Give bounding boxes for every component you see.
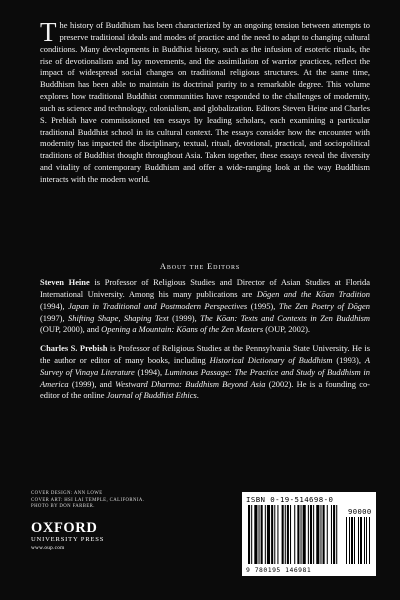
credit-art: COVER ART: HSI LAI TEMPLE, CALIFORNIA.	[31, 497, 145, 503]
barcode-bar	[313, 505, 314, 564]
publisher-press: UNIVERSITY PRESS	[31, 536, 105, 543]
barcode-bar	[320, 505, 321, 564]
book-title: Shifting Shape, Shaping Text	[68, 312, 169, 323]
barcode-bar	[285, 505, 286, 564]
barcode-bar	[360, 517, 362, 564]
barcode-bar	[308, 505, 309, 564]
barcode-bar	[282, 505, 284, 564]
about-editors-heading: About the Editors	[159, 262, 241, 271]
bio-text: (1999),	[168, 312, 201, 323]
publisher-url: www.oup.com	[31, 545, 65, 551]
barcode-bar	[327, 505, 328, 564]
bio-text: (1994),	[134, 366, 165, 377]
barcode-bar	[351, 517, 353, 564]
description-blurb	[40, 17, 370, 186]
barcode-bar	[265, 505, 266, 564]
bio-text: is Professor of Religious Studies at the Pennsylvania State University. He is the author or editor of many books, including	[40, 343, 370, 365]
book-title: The Kōan: Texts and Contexts in Zen Buddhism	[200, 312, 371, 323]
barcode-bar	[354, 517, 355, 564]
barcode-bar	[294, 505, 295, 564]
barcode-bar	[333, 505, 335, 564]
book-title: The Zen Poetry of Dōgen	[278, 300, 370, 311]
book-title: A Survey of Vinaya Literature	[40, 354, 370, 377]
barcode-icon	[242, 492, 376, 576]
bio-text: (OUP, 2002).	[263, 324, 310, 335]
barcode-bar	[277, 505, 278, 564]
credit-photo: PHOTO BY DON FARBER.	[31, 504, 95, 510]
barcode-bar	[303, 505, 306, 564]
cover-credits	[31, 491, 144, 511]
editor-name: Charles S. Prebish	[40, 343, 108, 353]
isbn-barcode	[242, 492, 376, 576]
barcode-bar	[301, 505, 302, 564]
barcode-bar	[271, 505, 273, 564]
bio-text: is Professor of Religious Studies and Director of Asian Studies at Florida International University. Among his many publications are	[40, 277, 370, 299]
barcode-bar	[267, 505, 270, 564]
barcode-bar	[297, 505, 299, 564]
price-code: 90000	[348, 507, 372, 516]
barcode-bar	[346, 517, 347, 564]
credit-design: COVER DESIGN: ANN LOWE	[31, 491, 103, 496]
bio-text: (OUP, 2000), and	[40, 324, 102, 335]
barcode-bar	[358, 517, 359, 564]
bio-text: (1994),	[40, 300, 69, 311]
book-title: Luminous Passage: The Practice and Study of Buddhism in America	[40, 366, 370, 389]
publisher-name: OXFORD	[31, 520, 98, 536]
book-title: Westward Dharma: Buddhism Beyond Asia	[115, 378, 266, 389]
journal-title: Journal of Buddhist Ethics	[106, 390, 197, 401]
blurb-text: he history of Buddhism has been characterized by an ongoing tension between attempts to preserve traditional ideals and modes of practice and the need to adapt to changing cultural conditions. Many developments in Buddhist history, such as the infusion of esoteric rituals, the rise of devotionalism and lay movements, and the assimilation of warrior practices, reflect the impact of widespread social changes on traditional religious structures. At the same time, Buddhism has been able to maintain its doctrinal purity to a remarkable degree. This volume explores how traditional Buddhist communities have responded to the challenges of modernity, such as science and technology, colonialism, and globalization. Editors Steven Heine and Charles S. Prebish have commissioned ten essays by leading scholars, each examining a particular traditional Buddhist school in its cultural context. The essays consider how the encounter with modernity has impacted the disciplinary, textual, ritual, devotional, practical, and sociopolitical traditions of Buddhist thought throughout Asia. Taken together, these essays reveal the diversity and vitality of contemporary Buddhism and offer a wide-ranging look at the way Buddhism interacts with the modern world.	[40, 20, 370, 184]
barcode-bar	[261, 505, 263, 564]
editor-bio-heine	[40, 277, 370, 336]
publisher-logo	[31, 521, 104, 552]
bio-text: (1997),	[40, 312, 69, 323]
book-title: Japan in Traditional and Postmodern Perspectives	[68, 300, 248, 311]
barcode-bar	[290, 505, 291, 564]
bio-text: (2002). He is a founding co-editor of the online	[40, 378, 370, 401]
barcode-bar	[274, 505, 275, 564]
bio-text: (1995),	[247, 300, 279, 311]
barcode-bar	[316, 505, 319, 564]
barcode-bar	[251, 505, 252, 564]
barcode-bar	[336, 505, 337, 564]
barcode-bar	[323, 505, 325, 564]
book-title: Dōgen and the Kōan Tradition	[256, 288, 370, 299]
book-title: Opening a Mountain: Kōans of the Zen Masters	[101, 324, 264, 335]
barcode-bar	[331, 505, 332, 564]
barcode-bar	[366, 517, 367, 564]
barcode-bar	[364, 517, 365, 564]
bio-text: (1993),	[332, 354, 365, 365]
barcode-bar	[369, 517, 370, 564]
editor-bio-prebish	[40, 343, 370, 402]
barcode-bar	[259, 505, 260, 564]
editor-name: Steven Heine	[40, 277, 90, 287]
isbn-number: ISBN 0-19-514698-0	[246, 495, 334, 504]
ean-number: 9 780195 146981	[246, 566, 312, 574]
drop-cap: T	[40, 17, 57, 47]
barcode-bar	[254, 505, 257, 564]
bio-text: (1999), and	[68, 378, 116, 389]
bio-text: .	[196, 390, 199, 401]
book-title: Historical Dictionary of Buddhism	[209, 354, 333, 365]
barcode-bar	[310, 505, 312, 564]
barcode-bar	[349, 517, 350, 564]
barcode-bar	[287, 505, 289, 564]
barcode-bar	[248, 505, 250, 564]
